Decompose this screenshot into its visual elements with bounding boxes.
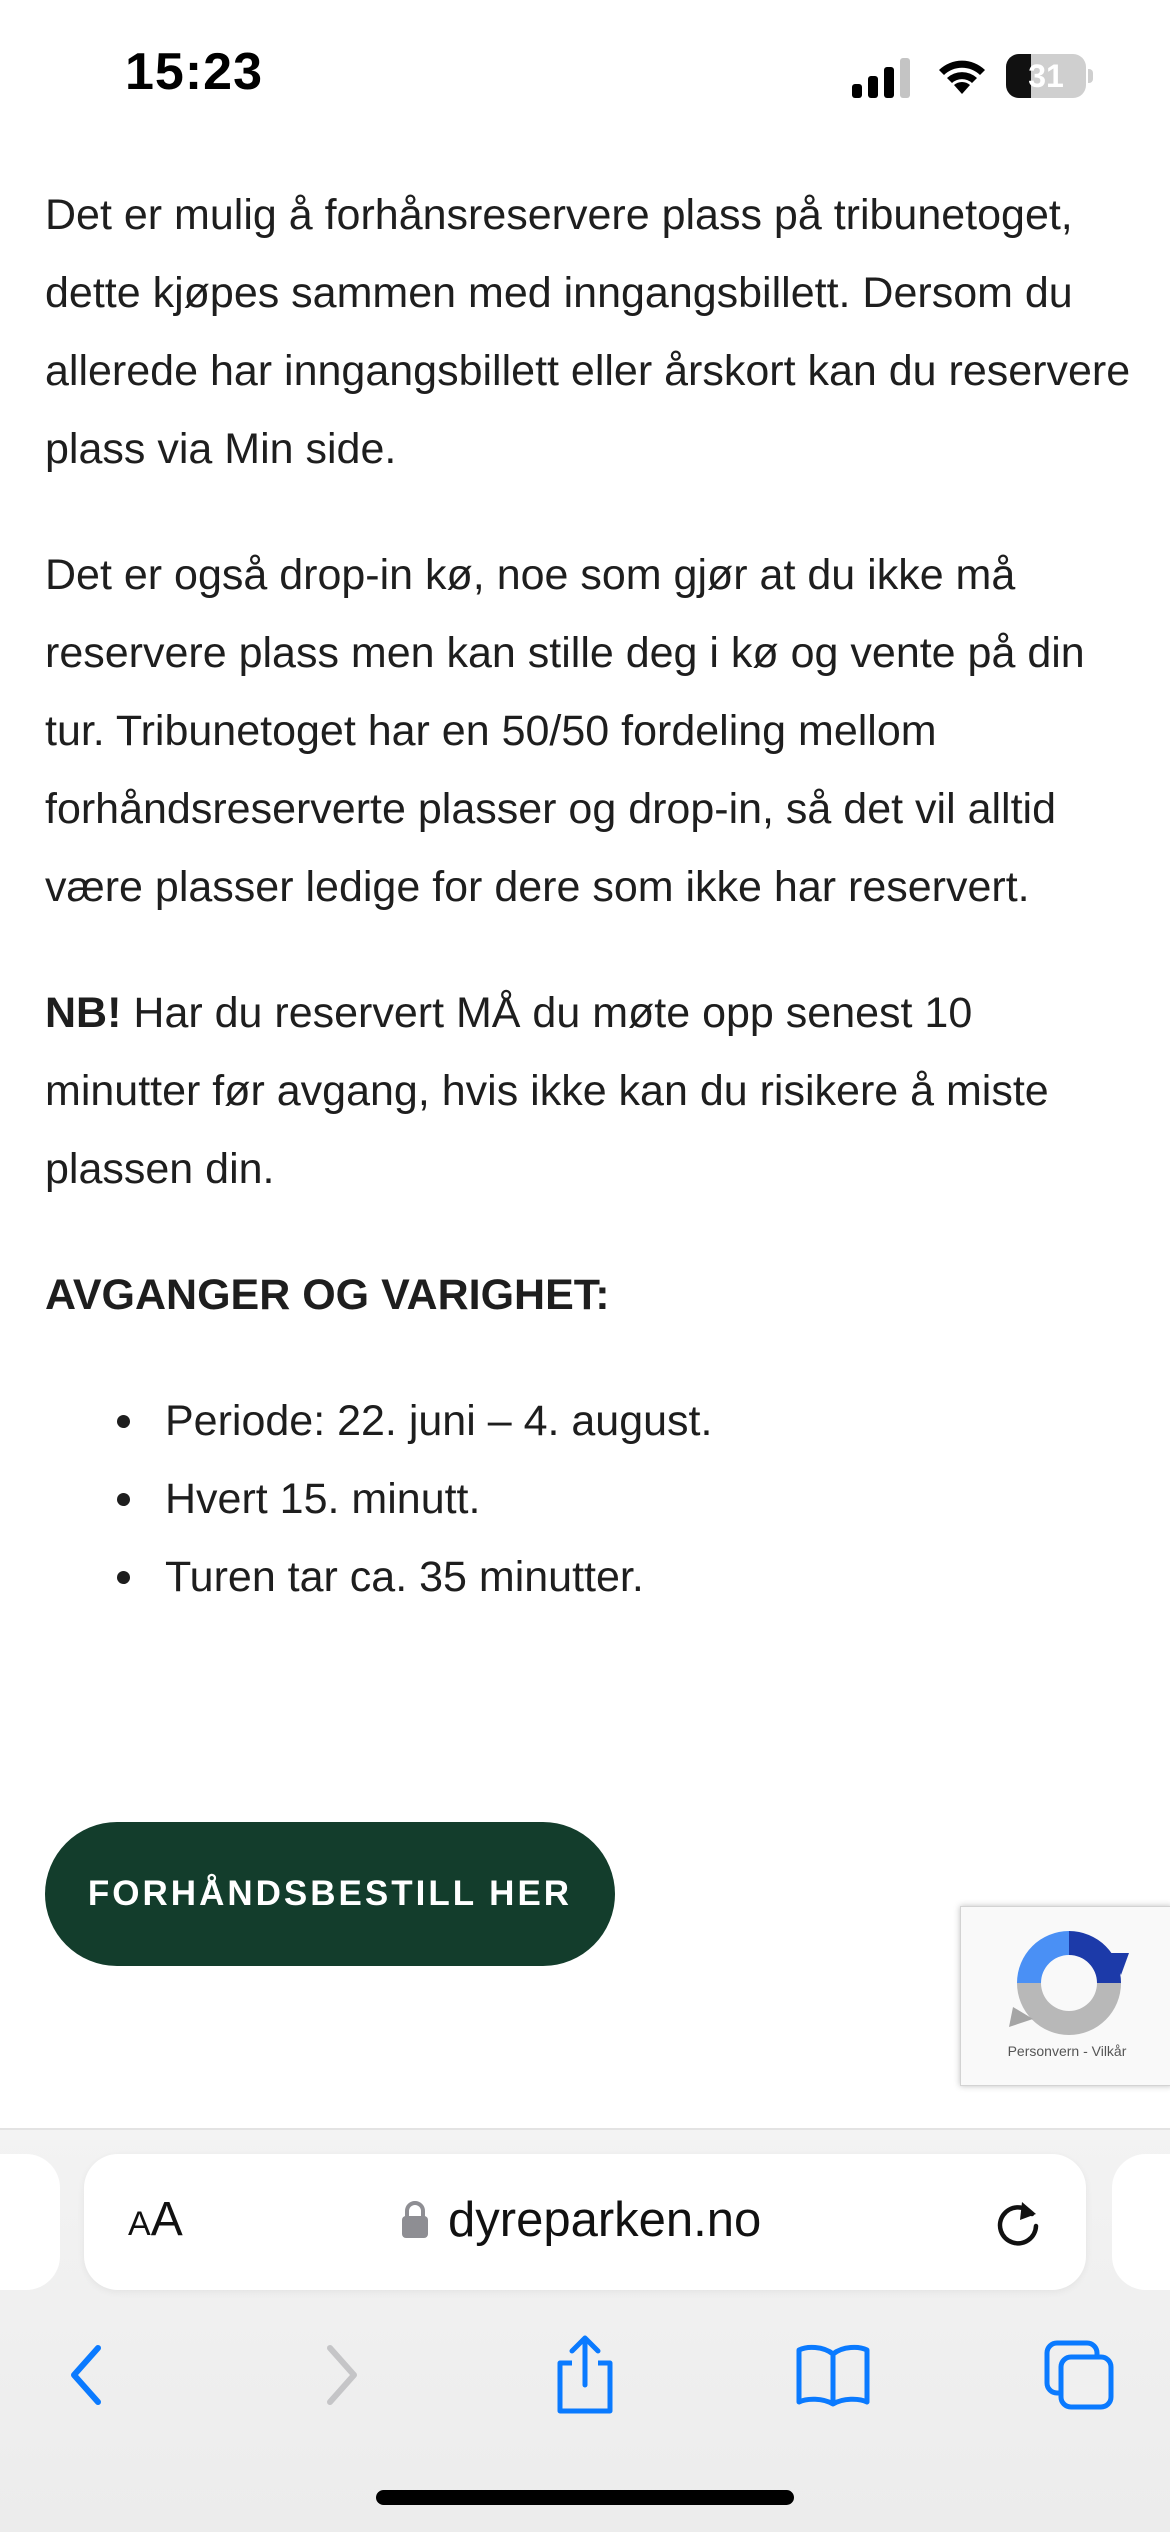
url-text[interactable]: dyreparken.no [448, 2193, 762, 2247]
status-time: 15:23 [125, 43, 263, 101]
home-indicator [376, 2490, 794, 2505]
next-tab-peek[interactable] [1112, 2154, 1170, 2290]
bullet-icon [117, 1571, 130, 1584]
lock-icon [400, 2200, 430, 2240]
battery-icon [1006, 54, 1092, 98]
reader-settings-button[interactable]: AA [128, 2193, 183, 2246]
reload-icon[interactable] [992, 2198, 1044, 2250]
tabs-button[interactable] [1024, 2320, 1134, 2430]
nav-row [0, 2320, 1170, 2430]
bullet-icon [117, 1493, 130, 1506]
preorder-button[interactable]: FORHÅNDSBESTILL HER [45, 1822, 615, 1966]
list-item [45, 1538, 1135, 1616]
previous-tab-peek[interactable] [0, 2154, 60, 2290]
status-bar [0, 0, 1170, 150]
nb-label: NB! [45, 989, 122, 1037]
battery-level: 31 [1028, 58, 1064, 94]
forward-button[interactable] [286, 2320, 396, 2430]
signal-icon [852, 58, 914, 98]
nb-text: Har du reservert MÅ du møte opp senest 10 minutter før avgang, hvis ikke kan du risikere å miste plassen din. [45, 989, 1049, 1193]
schedule-period: Periode: 22. juni – 4. august. [165, 1397, 713, 1445]
paragraph-drop-in: Det er også drop-in kø, noe som gjør at du ikke må reservere plass men kan stille deg i kø og vente på din tur. Tribunetoget har en 50/50 fordeling mellom forhåndsreserverte plasser og drop-in, så det vil alltid være plasser ledige for dere som ikke har reservert. [45, 551, 1085, 911]
paragraph-reservation: Det er mulig å forhånsreservere plass på tribunetoget, dette kjøpes sammen med inngangsbillett. Dersom du allerede har inngangsbillett eller årskort kan du reservere plass via Min side. [45, 191, 1131, 473]
list-item [45, 1460, 1135, 1538]
address-bar[interactable] [84, 2154, 1086, 2290]
wifi-icon [934, 54, 990, 98]
tabs-icon [1041, 2337, 1117, 2413]
schedule-frequency: Hvert 15. minutt. [165, 1475, 481, 1523]
back-icon [62, 2340, 112, 2410]
recaptcha-badge[interactable] [960, 1906, 1170, 2086]
share-icon [550, 2333, 620, 2417]
share-button[interactable] [530, 2320, 640, 2430]
schedule-duration: Turen tar ca. 35 minutter. [165, 1553, 644, 1601]
bookmarks-icon [793, 2340, 873, 2410]
browser-toolbar [0, 2130, 1170, 2532]
paragraph-nb [45, 974, 1135, 1208]
battery-nub [1088, 69, 1093, 83]
bullet-icon [117, 1415, 130, 1428]
article-content [45, 176, 1135, 1616]
list-item [45, 1382, 1135, 1460]
battery-body [1006, 54, 1086, 98]
back-button[interactable] [32, 2320, 142, 2430]
forward-icon [316, 2340, 366, 2410]
recaptcha-icon [1009, 1923, 1129, 2043]
schedule-heading: AVGANGER OG VARIGHET: [45, 1271, 610, 1319]
recaptcha-links[interactable]: Personvern - Vilkår [1007, 2043, 1127, 2059]
schedule-list [45, 1382, 1135, 1616]
bookmarks-button[interactable] [778, 2320, 888, 2430]
